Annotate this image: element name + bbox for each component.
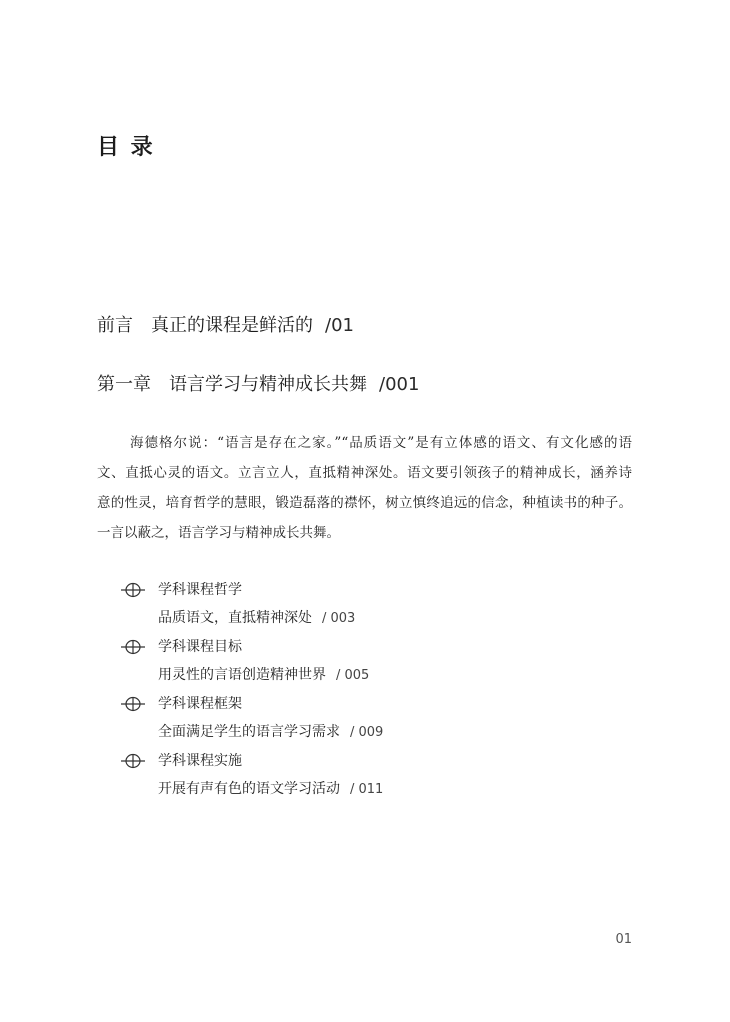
- page-title: 目 录: [97, 135, 155, 160]
- section-subtitle-row: [120, 606, 540, 630]
- intro-line: 一言以蔽之，语言学习与精神成长共舞。: [97, 525, 340, 541]
- section-item: [120, 692, 540, 749]
- section-item: [120, 635, 540, 692]
- section-subtitle: 用灵性的言语创造精神世界: [158, 667, 326, 683]
- intro-line: 意的性灵，培育哲学的慧眼，锻造磊落的襟怀，树立慎终追远的信念，种植读书的种子。: [97, 495, 632, 511]
- section-heading-row: [120, 749, 540, 773]
- intro-line: 海德格尔说：“语言是存在之家。”“品质语文”是有立体感的语文、有文化感的语: [130, 435, 632, 451]
- toc-entry-preface: [97, 314, 354, 338]
- toc-entry-page: /001: [379, 374, 420, 395]
- section-subtitle: 品质语文，直抵精神深处: [158, 610, 312, 626]
- section-heading: 学科课程实施: [158, 753, 242, 769]
- section-page: / 005: [336, 668, 370, 683]
- section-item: [120, 578, 540, 635]
- toc-entry-title: 语言学习与精神成长共舞: [169, 374, 367, 395]
- section-subtitle-row: [120, 663, 540, 687]
- section-page: / 011: [350, 782, 384, 797]
- section-page: / 003: [322, 611, 356, 626]
- circle-cross-icon: [120, 639, 146, 655]
- section-heading: 学科课程框架: [158, 696, 242, 712]
- section-heading-row: [120, 692, 540, 716]
- section-subtitle-row: [120, 720, 540, 744]
- toc-entry-page: /01: [325, 315, 354, 336]
- section-subtitle-row: [120, 777, 540, 801]
- section-heading: 学科课程目标: [158, 639, 242, 655]
- section-page: / 009: [350, 725, 384, 740]
- chapter-intro-paragraph: [97, 428, 632, 548]
- section-heading: 学科课程哲学: [158, 582, 242, 598]
- section-list: [120, 578, 540, 806]
- circle-cross-icon: [120, 753, 146, 769]
- circle-cross-icon: [120, 582, 146, 598]
- section-heading-row: [120, 578, 540, 602]
- intro-line: 文、直抵心灵的语文。立言立人，直抵精神深处。语文要引领孩子的精神成长，涵养诗: [97, 465, 632, 481]
- section-subtitle: 全面满足学生的语言学习需求: [158, 724, 340, 740]
- section-heading-row: [120, 635, 540, 659]
- circle-cross-icon: [120, 696, 146, 712]
- toc-entry-label: 第一章: [97, 374, 151, 395]
- section-subtitle: 开展有声有色的语文学习活动: [158, 781, 340, 797]
- section-item: [120, 749, 540, 806]
- toc-entry-chapter-one: [97, 373, 419, 397]
- toc-entry-label: 前言: [97, 315, 133, 336]
- page-number: 01: [615, 932, 632, 947]
- toc-entry-title: 真正的课程是鲜活的: [151, 315, 313, 336]
